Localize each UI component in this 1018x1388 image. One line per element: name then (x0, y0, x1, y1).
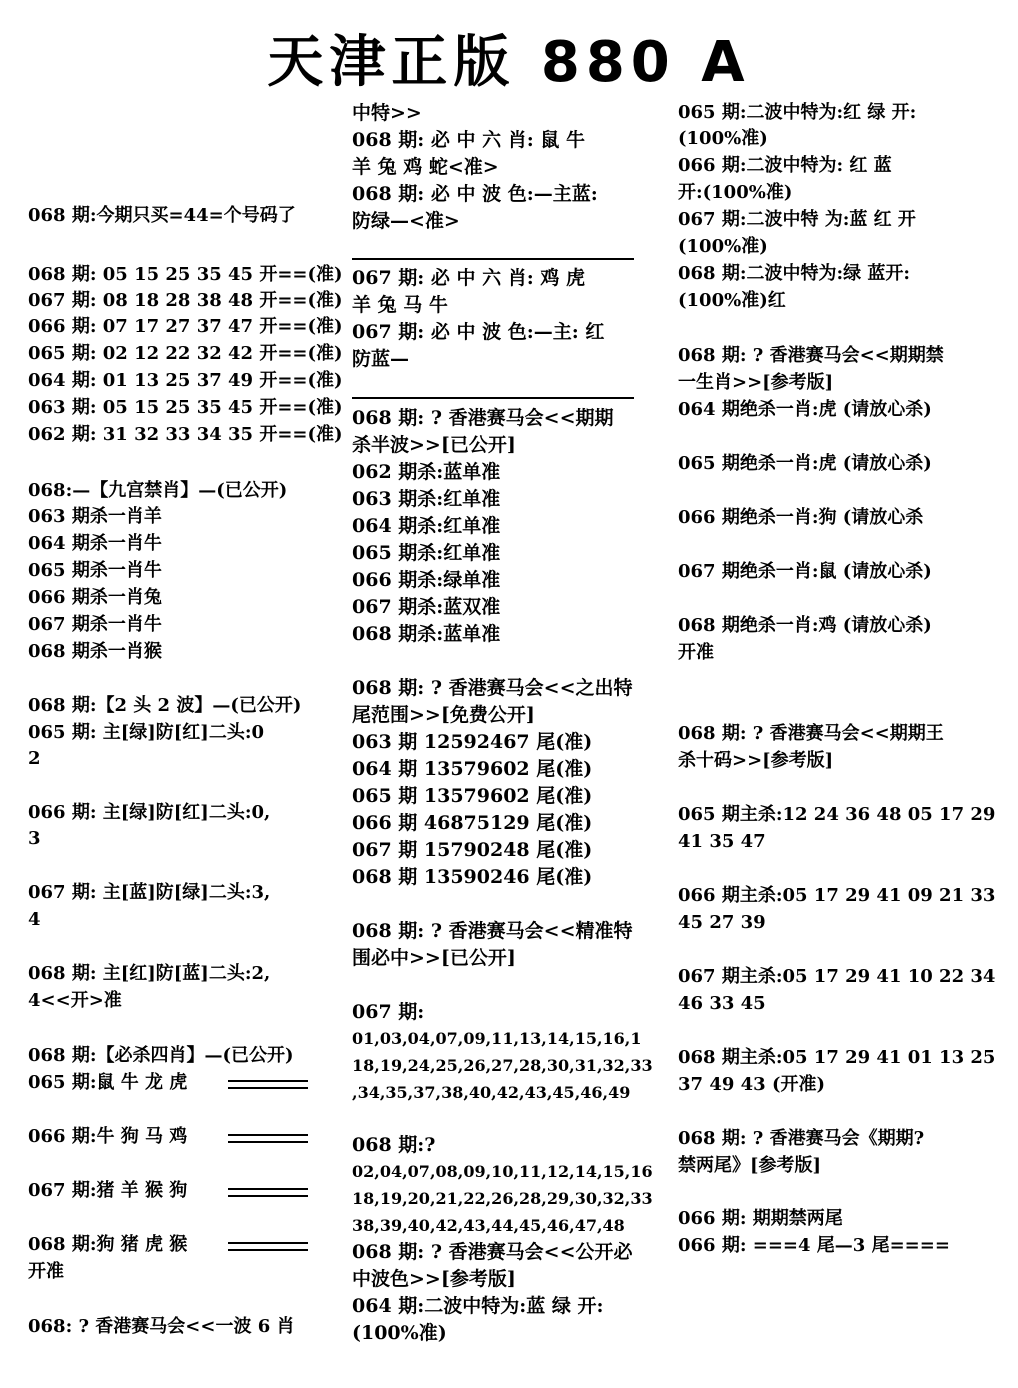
text-line: 禁两尾》[参考版] (678, 1155, 822, 1176)
text-line: 中特>> (352, 102, 422, 124)
text-line: 068 期:狗 猪 虎 猴 (28, 1234, 188, 1255)
text-line: 066 期杀:绿单准 (352, 569, 501, 591)
text-line: 068 期: 必 中 波 色:—主蓝: (352, 183, 598, 205)
text-line: 068 期: ? 香港赛马会<<期期禁 (678, 345, 944, 366)
text-line: 068 期: ? 香港赛马会<<公开必 (352, 1241, 633, 1263)
text-line: 067 期: 必 中 波 色:—主: 红 (352, 321, 605, 343)
text-line: 066 期 46875129 尾(准) (352, 812, 593, 834)
text-line: 063 期杀:红单准 (352, 488, 501, 510)
text-line: 围必中>>[已公开] (352, 947, 516, 969)
text-line: 068:—【九宫禁肖】—(已公开) (28, 480, 288, 501)
text-line: 064 期杀:红单准 (352, 515, 501, 537)
number-line: 02,04,07,08,09,10,11,12,14,15,16 (352, 1162, 653, 1181)
text-line: 杀十码>>[参考版] (678, 750, 834, 771)
text-line: 065 期:二波中特为:红 绿 开: (678, 102, 917, 123)
text-line: 067 期:二波中特 为:蓝 红 开 (678, 209, 916, 230)
text-line: (100%准)红 (678, 290, 786, 311)
text-line: 羊 兔 鸡 蛇<准> (352, 156, 499, 178)
text-line: 066 期: 07 17 27 37 47 开==(准) (28, 316, 343, 337)
text-line: 068 期:? (352, 1134, 436, 1156)
text-line: 4 (28, 909, 41, 930)
text-line: 41 35 47 (678, 831, 766, 852)
text-line: 开准 (678, 642, 714, 663)
text-line: 067 期: (352, 1001, 425, 1023)
text-line: 068 期:【必杀四肖】—(已公开) (28, 1045, 294, 1066)
text-line: 064 期 13579602 尾(准) (352, 758, 593, 780)
text-line: 尾范围>>[免费公开] (352, 704, 535, 726)
text-line: 065 期 13579602 尾(准) (352, 785, 593, 807)
double-rule (228, 1080, 308, 1089)
divider (352, 397, 634, 399)
text-line: 067 期: 主[蓝]防[绿]二头:3, (28, 882, 271, 903)
text-line: 068 期: 主[红]防[蓝]二头:2, (28, 963, 271, 984)
text-line: 065 期杀:红单准 (352, 542, 501, 564)
text-line: 068 期: 必 中 六 肖: 鼠 牛 (352, 129, 585, 151)
number-line: 38,39,40,42,43,44,45,46,47,48 (352, 1216, 625, 1235)
text-line: 066 期: ===4 尾—3 尾==== (678, 1235, 950, 1256)
text-line: 065 期绝杀一肖:虎 (请放心杀) (678, 453, 932, 474)
text-line: 068 期:【2 头 2 波】—(已公开) (28, 695, 302, 716)
text-line: 068 期: ? 香港赛马会<<精准特 (352, 920, 633, 942)
number-line: ,34,35,37,38,40,42,43,45,46,49 (352, 1083, 631, 1102)
text-line: 063 期 12592467 尾(准) (352, 731, 593, 753)
text-line: 066 期杀一肖兔 (28, 587, 162, 608)
text-line: 066 期绝杀一肖:狗 (请放心杀 (678, 507, 924, 528)
text-line: 068 期杀:蓝单准 (352, 623, 501, 645)
text-line: 067 期 15790248 尾(准) (352, 839, 593, 861)
text-line: 37 49 43 (开准) (678, 1074, 825, 1095)
text-line: 067 期主杀:05 17 29 41 10 22 34 (678, 966, 996, 987)
text-line: 065 期:鼠 牛 龙 虎 (28, 1072, 188, 1093)
text-line: 068: ? 香港赛马会<<一波 6 肖 (28, 1316, 295, 1337)
text-line: 068 期:二波中特为:绿 蓝开: (678, 263, 911, 284)
page-title: 天津正版 880 A (267, 30, 751, 95)
text-line: 066 期: 期期禁两尾 (678, 1208, 843, 1229)
text-line: (100%准) (678, 128, 768, 149)
text-line: 064 期绝杀一肖:虎 (请放心杀) (678, 399, 932, 420)
number-line: 01,03,04,07,09,11,13,14,15,16,1 (352, 1029, 642, 1048)
text-line: 068 期: ? 香港赛马会《期期? (678, 1128, 925, 1149)
text-line: 064 期: 01 13 25 37 49 开==(准) (28, 370, 343, 391)
text-line: 064 期杀一肖牛 (28, 533, 162, 554)
text-line: 防绿—<准> (352, 210, 460, 232)
text-line: 067 期: 必 中 六 肖: 鸡 虎 (352, 267, 585, 289)
text-line: 062 期杀:蓝单准 (352, 461, 501, 483)
text-line: 068 期:今期只买=44=个号码了 (28, 205, 296, 226)
text-line: 062 期: 31 32 33 34 35 开==(准) (28, 424, 343, 445)
text-line: 068 期绝杀一肖:鸡 (请放心杀) (678, 615, 932, 636)
text-line: 063 期杀一肖羊 (28, 506, 162, 527)
text-line: 064 期:二波中特为:蓝 绿 开: (352, 1295, 604, 1317)
text-line: 4<<开>准 (28, 990, 122, 1011)
number-line: 18,19,24,25,26,27,28,30,31,32,33 (352, 1056, 653, 1075)
double-rule (228, 1188, 308, 1197)
text-line: 2 (28, 748, 41, 769)
text-line: 067 期杀:蓝双准 (352, 596, 501, 618)
text-line: 067 期绝杀一肖:鼠 (请放心杀) (678, 561, 932, 582)
text-line: 防蓝— (352, 348, 410, 370)
text-line: 068 期: ? 香港赛马会<<期期王 (678, 723, 944, 744)
text-line: 067 期: 08 18 28 38 48 开==(准) (28, 290, 343, 311)
text-line: 开:(100%准) (678, 182, 793, 203)
text-line: 065 期: 主[绿]防[红]二头:0 (28, 722, 264, 743)
text-line: 068 期: ? 香港赛马会<<之出特 (352, 677, 633, 699)
text-line: 中波色>>[参考版] (352, 1268, 516, 1290)
text-line: 068 期杀一肖猴 (28, 641, 162, 662)
text-line: 羊 兔 马 牛 (352, 294, 448, 316)
text-line: 066 期: 主[绿]防[红]二头:0, (28, 802, 271, 823)
text-line: 067 期:猪 羊 猴 狗 (28, 1180, 188, 1201)
text-line: 065 期杀一肖牛 (28, 560, 162, 581)
text-line: 067 期杀一肖牛 (28, 614, 162, 635)
text-line: (100%准) (352, 1322, 447, 1344)
text-line: 068 期主杀:05 17 29 41 01 13 25 (678, 1047, 996, 1068)
text-line: 068 期: 05 15 25 35 45 开==(准) (28, 264, 343, 285)
text-line: 068 期 13590246 尾(准) (352, 866, 593, 888)
text-line: 065 期主杀:12 24 36 48 05 17 29 (678, 804, 996, 825)
text-line: 3 (28, 828, 41, 849)
text-line: 45 27 39 (678, 912, 766, 933)
text-line: 066 期:二波中特为: 红 蓝 (678, 155, 892, 176)
text-line: 开准 (28, 1261, 64, 1282)
text-line: 一生肖>>[参考版] (678, 372, 834, 393)
text-line: 066 期主杀:05 17 29 41 09 21 33 (678, 885, 996, 906)
text-line: 063 期: 05 15 25 35 45 开==(准) (28, 397, 343, 418)
text-line: (100%准) (678, 236, 768, 257)
text-line: 杀半波>>[已公开] (352, 434, 516, 456)
text-line: 068 期: ? 香港赛马会<<期期 (352, 407, 614, 429)
text-line: 066 期:牛 狗 马 鸡 (28, 1126, 188, 1147)
number-line: 18,19,20,21,22,26,28,29,30,32,33 (352, 1189, 653, 1208)
double-rule (228, 1134, 308, 1143)
divider (352, 258, 634, 260)
text-line: 46 33 45 (678, 993, 766, 1014)
text-line: 065 期: 02 12 22 32 42 开==(准) (28, 343, 343, 364)
double-rule (228, 1242, 308, 1251)
